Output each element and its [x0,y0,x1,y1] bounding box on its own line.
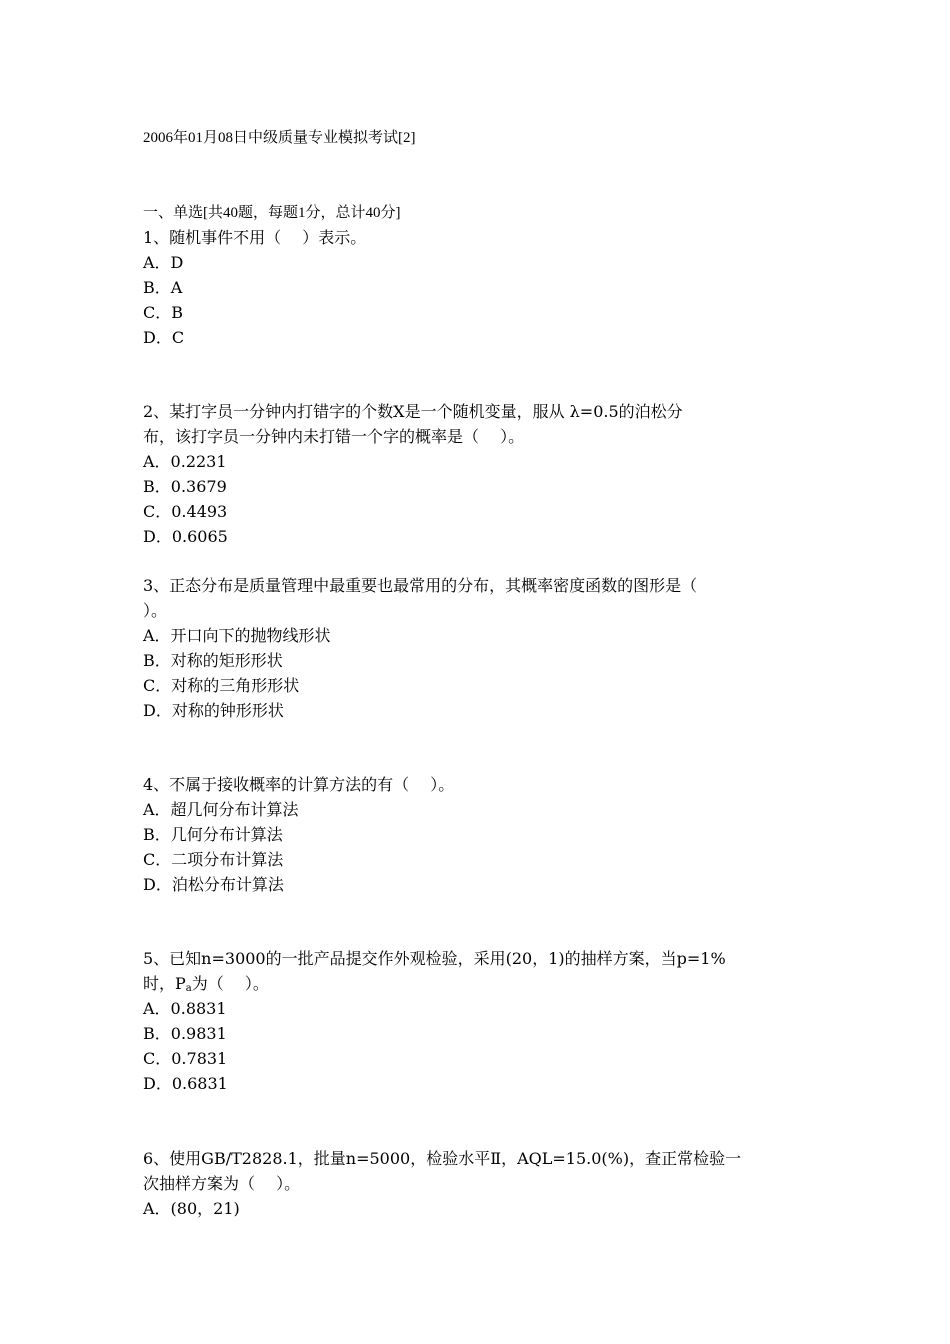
question-5-stem-prefix: 时，P [143,974,186,993]
question-3 [143,573,813,723]
question-2-stem-line-2: 布，该打字员一分钟内未打错一个字的概率是（ ）。 [143,427,525,446]
question-4 [143,772,813,897]
question-5-stem-suffix: 为（ ）。 [191,974,269,993]
question-6-stem-line-2: 次抽样方案为（ ）。 [143,1174,301,1193]
question-3-stem-line-2: ）。 [143,601,168,620]
question-2-option-d: D．0.6065 [143,527,228,546]
question-4-option-a: A．超几何分布计算法 [143,800,299,819]
question-1-option-d: D．C [143,328,185,347]
question-5-stem-line-2 [143,971,813,996]
question-6-option-a: A．(80，21) [143,1199,240,1218]
question-5-option-c: C．0.7831 [143,1049,228,1068]
question-4-option-c: C．二项分布计算法 [143,850,284,869]
question-2-option-c: C．0.4493 [143,502,228,521]
question-1-option-b: B．A [143,278,183,297]
question-5-option-a: A．0.8831 [143,999,227,1018]
question-3-option-d: D．对称的钟形形状 [143,701,284,720]
question-2 [143,399,813,549]
question-1-option-a: A．D [143,253,184,272]
question-5-stem-subscript: a [185,983,192,994]
question-5-stem-line-1: 5、已知n=3000的一批产品提交作外观检验，采用(20，1)的抽样方案，当p=1% [143,949,726,968]
question-5-option-d: D．0.6831 [143,1074,228,1093]
question-1-option-c: C．B [143,303,184,322]
question-3-option-a: A．开口向下的抛物线形状 [143,626,331,645]
question-4-stem: 4、不属于接收概率的计算方法的有（ ）。 [143,775,455,794]
question-4-option-b: B．几何分布计算法 [143,825,283,844]
question-2-option-a: A．0.2231 [143,452,227,471]
document-title: 2006年01月08日中级质量专业模拟考试[2] [143,130,416,146]
question-6-stem-line-1: 6、使用GB/T2828.1，批量n=5000，检验水平Ⅱ，AQL=15.0(%)，查正常检验一 [143,1149,742,1168]
section-heading: 一、单选[共40题，每题1分，总计40分] [143,205,401,221]
question-1-stem: 1、随机事件不用（ ）表示。 [143,228,367,247]
question-4-option-d: D．泊松分布计算法 [143,875,284,894]
question-5-option-b: B．0.9831 [143,1024,227,1043]
question-3-option-c: C．对称的三角形形状 [143,676,300,695]
question-5 [143,946,813,1096]
question-2-stem-line-1: 2、某打字员一分钟内打错字的个数X是一个随机变量，服从 λ=0.5的泊松分 [143,402,683,421]
question-3-stem-line-1: 3、正态分布是质量管理中最重要也最常用的分布，其概率密度函数的图形是（ [143,576,698,595]
question-6 [143,1146,813,1221]
question-1 [143,225,813,350]
question-2-option-b: B．0.3679 [143,477,227,496]
question-3-option-b: B．对称的矩形形状 [143,651,283,670]
